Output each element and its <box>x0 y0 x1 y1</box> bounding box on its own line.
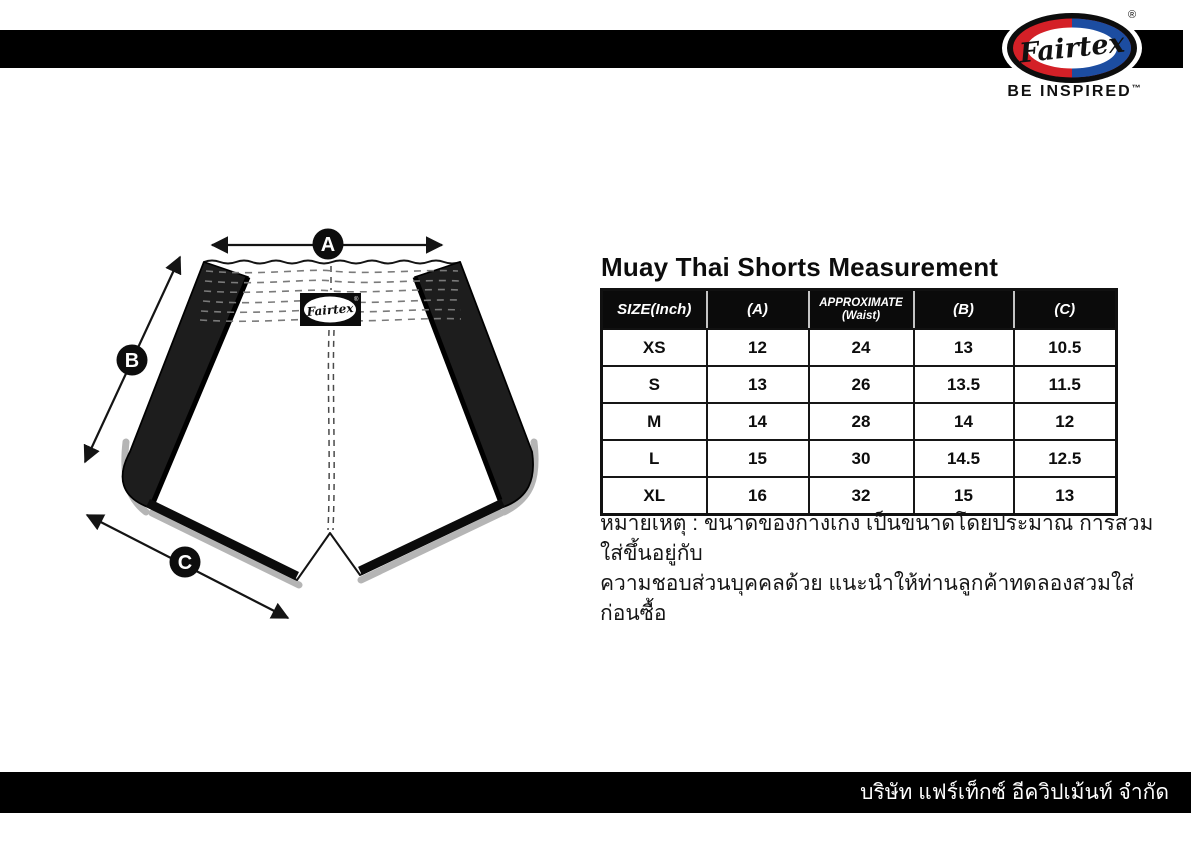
col-header-b: (B) <box>914 290 1014 330</box>
cell-b: 13 <box>914 329 1014 366</box>
cell-waist: 26 <box>809 366 914 403</box>
logo-registered-mark: ® <box>1128 9 1137 21</box>
cell-c: 10.5 <box>1014 329 1117 366</box>
logo-script-text: Fairtex <box>1018 27 1127 70</box>
waistband-label <box>300 293 361 326</box>
cell-b: 14.5 <box>914 440 1014 477</box>
trademark-icon: ™ <box>1131 83 1141 93</box>
col-header-a: (A) <box>707 290 809 330</box>
company-name: บริษัท แฟร์เท็กซ์ อีควิปเม้นท์ จำกัด <box>860 781 1169 804</box>
be-inspired-tagline <box>995 83 1153 101</box>
cell-a: 15 <box>707 440 809 477</box>
size-note-line1: หมายเหตุ : ขนาดของกางเกง เป็นขนาดโดยประมาณ การสวมใส่ขึ้นอยู่กับ <box>600 512 1154 565</box>
size-note <box>600 509 1165 629</box>
size-note-line2: ความชอบส่วนบุคคลด้วย แนะนำให้ท่านลูกค้าทดลองสวมใส่ก่อนซื้อ <box>600 572 1135 625</box>
cell-size: XL <box>602 477 707 515</box>
tagline-text: BE INSPIRED <box>1007 83 1132 100</box>
cell-waist: 28 <box>809 403 914 440</box>
shorts-diagram <box>70 200 550 650</box>
cell-waist: 30 <box>809 440 914 477</box>
cell-b: 15 <box>914 477 1014 515</box>
waistband-label-text: Fairtex <box>306 300 355 320</box>
cell-size: S <box>602 366 707 403</box>
label-a: A <box>320 234 336 256</box>
footer-bar <box>0 772 1191 813</box>
table-row <box>602 440 1117 477</box>
cell-waist: 24 <box>809 329 914 366</box>
fairtex-logo <box>997 4 1151 88</box>
cell-c: 12 <box>1014 403 1117 440</box>
page-title: Muay Thai Shorts Measurement <box>601 252 999 282</box>
col-header-c: (C) <box>1014 290 1117 330</box>
label-b: B <box>124 350 140 372</box>
cell-a: 14 <box>707 403 809 440</box>
size-table <box>600 288 1118 516</box>
cell-a: 12 <box>707 329 809 366</box>
table-row <box>602 366 1117 403</box>
col-header-approx <box>809 290 914 330</box>
cell-a: 16 <box>707 477 809 515</box>
waistband-label-mark: ® <box>354 297 359 303</box>
cell-c: 13 <box>1014 477 1117 515</box>
col-header-size: SIZE(Inch) <box>602 290 707 330</box>
cell-b: 13.5 <box>914 366 1014 403</box>
cell-size: XS <box>602 329 707 366</box>
cell-c: 11.5 <box>1014 366 1117 403</box>
cell-size: M <box>602 403 707 440</box>
col-header-approx-line1: APPROXIMATE <box>819 296 903 309</box>
cell-c: 12.5 <box>1014 440 1117 477</box>
table-row <box>602 403 1117 440</box>
label-c: C <box>177 552 193 574</box>
cell-a: 13 <box>707 366 809 403</box>
cell-waist: 32 <box>809 477 914 515</box>
cell-size: L <box>602 440 707 477</box>
cell-b: 14 <box>914 403 1014 440</box>
col-header-approx-line2: (Waist) <box>841 309 881 322</box>
table-row <box>602 329 1117 366</box>
table-header-row <box>602 290 1117 330</box>
